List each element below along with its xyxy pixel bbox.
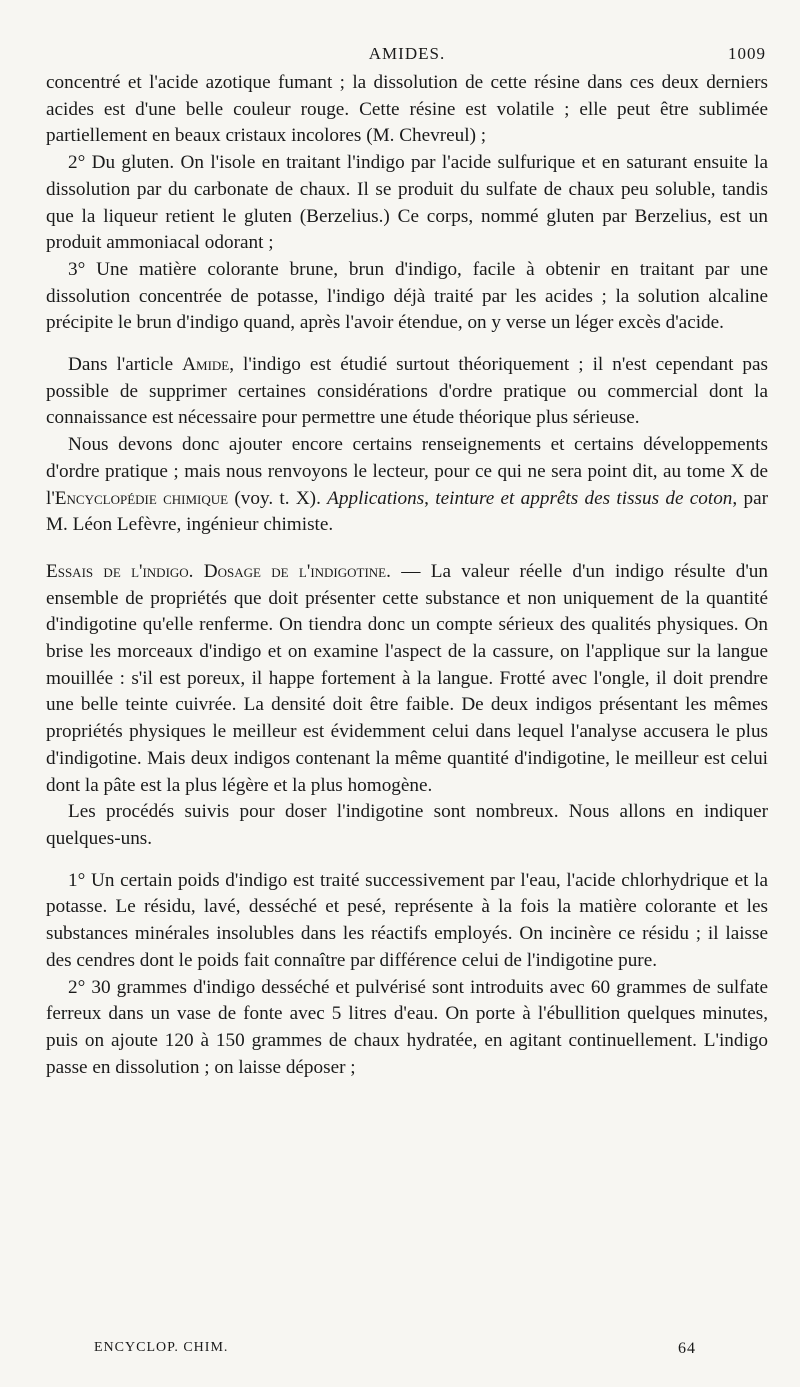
text-run: — La valeur réelle d'un indigo résulte d'un ensemble de propriétés que doit présenter cette substance et non uniquement de la quantité d'indigotine qu'elle renferme. On tiendra donc un compte sérieux des qualités physiques. On brise les morceaux d'indigo et on examine l'aspect de la cassure, on l'applique sur la langue mouillée : s'il est poreux, il happe fortement à la langue. Frotté avec l'ongle, il doit prendre une belle teinte cuivrée. La densité doit être faible. De deux indigos présentant les mêmes propriétés physiques le meilleur est évidemment celui dans lequel l'analyse accusera le plus d'indigotine. Mais deux indigos contenant la même quantité d'indigotine, le meilleur est celui dont la pâte est la plus légère et la plus homogène. [46,560,768,796]
paragraph-essais [46,559,768,799]
footer-signature: ENCYCLOP. CHIM. [94,1340,229,1355]
paragraph-procedes: Les procédés suivis pour doser l'indigotine sont nombreux. Nous allons en indiquer quelques-uns. [46,801,768,849]
paragraph-brun-indigo: 3° Une matière colorante brune, brun d'indigo, facile à obtenir en traitant par une dissolution concentrée de potasse, l'indigo déjà traité par les acides ; la solution alcaline précipite le brun d'indigo quand, après l'avoir étendue, on y verse un léger excès d'acide. [46,258,768,334]
paragraph-article-amide [46,352,768,432]
page-footer [94,1340,734,1362]
text-run: , [424,487,436,509]
text-run: Dans l'article [68,354,183,376]
paragraph-renvoi [46,432,768,539]
text-run: (voy. t. X). [228,487,328,509]
paragraph-gluten: 2° Du gluten. On l'isole en traitant l'indigo par l'acide sulfurique et en saturant ensuite la dissolution par du carbonate de chaux. Il se produit du sulfate de chaux peu soluble, tandis que la liqueur retient le gluten (Berzelius.) Ce corps, nommé gluten par Berzelius, est un produit ammoniacal odorant ; [46,152,768,254]
paragraph-method-2: 2° 30 grammes d'indigo desséché et pulvérisé sont introduits avec 60 grammes de sulfate ferreux dans un vase de fonte avec 5 litres d'eau. On porte à l'ébullition quelques minutes, puis on ajoute 120 à 150 grammes de chaux hydratée, en agitant continuellement. L'indigo passe en dissolution ; on laisse déposer ; [46,976,768,1078]
paragraph-continuation: concentré et l'acide azotique fumant ; la dissolution de cette résine dans ces deux derniers acides est d'une belle couleur rouge. Cette résine est volatile ; elle peut être sublimée partiellement en beaux cristaux incolores (M. Chevreul) ; [46,72,768,147]
running-title: AMIDES. [368,44,446,63]
cited-title: teinture et apprêts des tissus de coton [435,487,733,509]
cited-title: Applications [327,487,425,509]
running-header [48,44,766,70]
footer-sheet-number: 64 [678,1340,696,1357]
cross-reference: Encyclopédie chimique [54,487,229,509]
body-text [46,70,768,1081]
paragraph-method-1: 1° Un certain poids d'indigo est traité successivement par l'eau, l'acide chlorhydrique et la potasse. Le résidu, lavé, desséché et pesé, représente à la fois la matière colorante et les substances minérales insolubles dans les réactifs employés. On incinère ce résidu ; il laisse des cendres dont le poids fait connaître par différence celui de l'indigotine pure. [46,869,768,971]
section-heading: Essais de l'indigo. Dosage de l'indigotine. [46,560,391,582]
text-run: , par M. Léon Lefèvre, ingénieur chimiste. [46,487,768,536]
text-run: Nous devons donc ajouter encore certains renseignements et certains développements d'ordre pratique ; mais nous renvoyons le lecteur, pour ce qui ne sera point dit, au tome X de l' [46,434,768,509]
text-run: , l'indigo est étudié surtout théoriquement ; il n'est cependant pas possible de supprimer certaines considérations d'ordre pratique ou commercial dont la connaissance est nécessaire pour permettre une étude théorique plus sérieuse. [46,354,768,429]
cross-reference: Amide [182,354,230,376]
page-number: 1009 [728,44,766,63]
